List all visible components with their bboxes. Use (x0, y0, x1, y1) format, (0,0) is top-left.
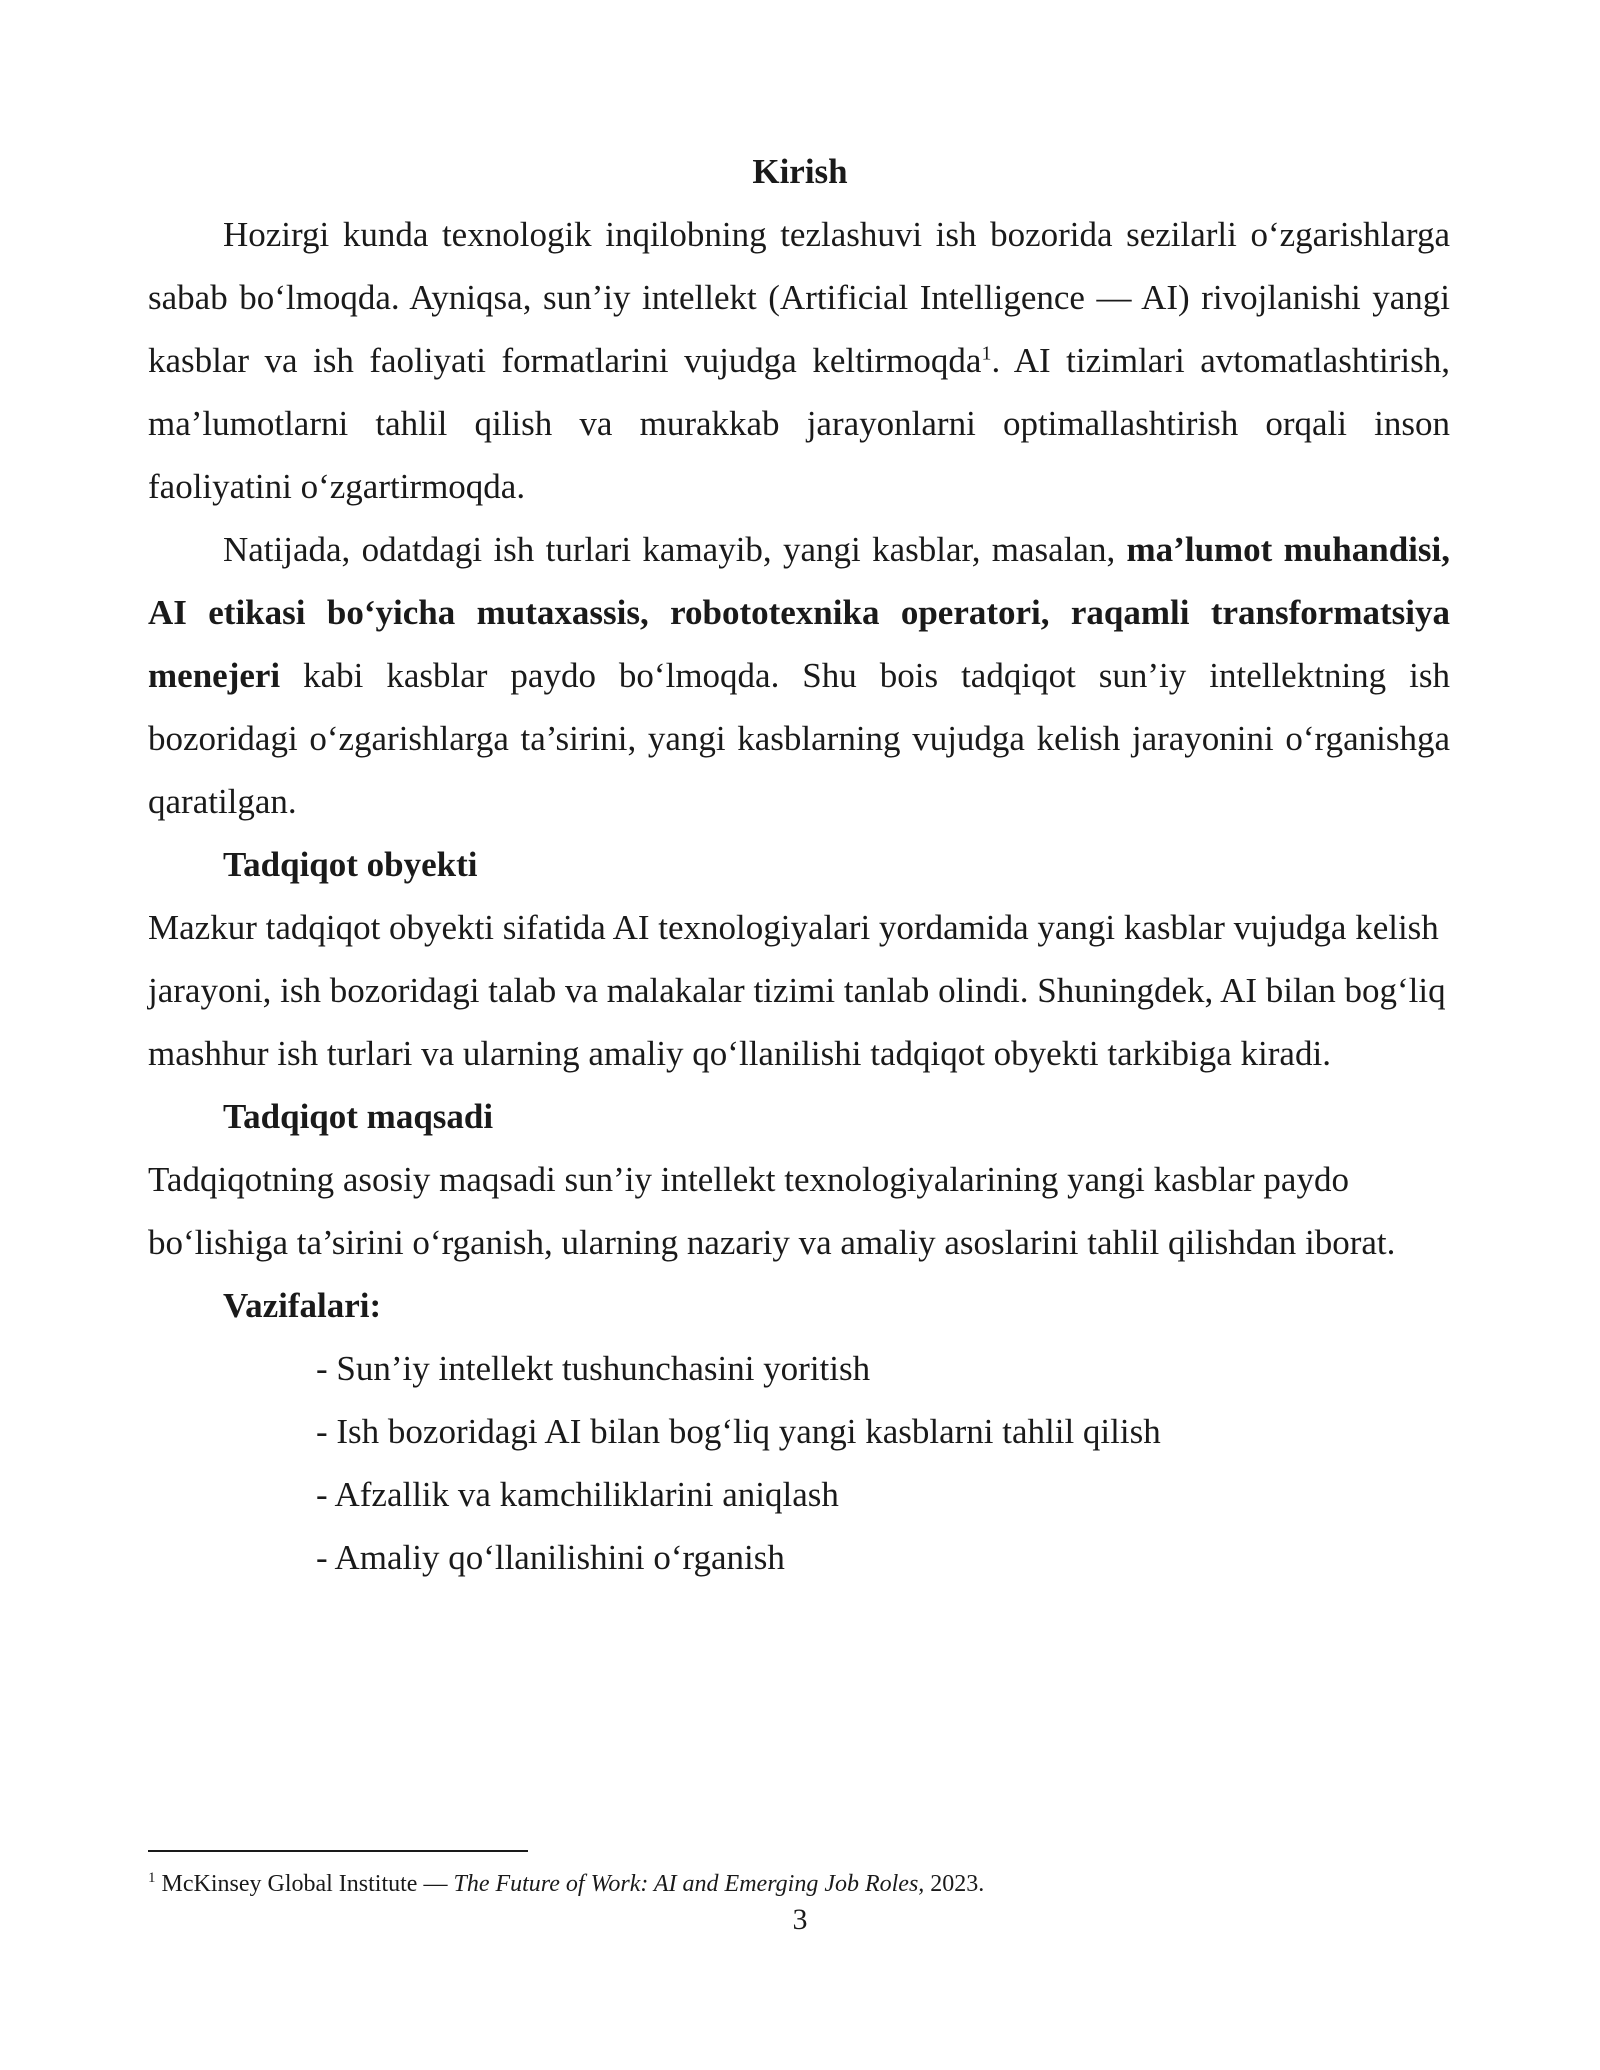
intro-paragraph-1-text-end: . AI tizimlari avtomatlashtirish, ma’lumotlarni tahlil qilish va murakkab jarayonlarni optimallashtirish orqali inson faoliyatini o‘zgartirmoqda. (148, 341, 1451, 506)
page-number: 3 (792, 1903, 808, 1936)
goal-heading: Tadqiqot maqsadi (223, 1097, 494, 1136)
task-item: - Amaliy qo‘llanilishini o‘rganish (316, 1538, 785, 1577)
object-heading: Tadqiqot obyekti (223, 845, 478, 884)
tasks-heading: Vazifalari: (223, 1286, 382, 1325)
object-paragraph: Mazkur tadqiqot obyekti sifatida AI texnologiyalari yordamida yangi kasblar vujudga kelish jarayoni, ish bozoridagi talab va malakalar tizimi tanlab olindi. Shuningdek, AI bilan bog‘liq mashhur ish turlari va ularning amaliy qo‘llanilishi tadqiqot obyekti tarkibiga kiradi. (148, 908, 1446, 1073)
footnote-separator (148, 1850, 528, 1852)
intro-paragraph-2-text: Natijada, odatdagi ish turlari kamayib, yangi kasblar, masalan, (223, 530, 1127, 569)
body-text (148, 203, 1450, 1589)
new-professions-bold: ma’lumot muhandisi, AI etikasi bo‘yicha mutaxassis, robototexnika operatori, raqamli transformatsiya menejeri (148, 530, 1450, 695)
intro-paragraph-2 (148, 518, 1450, 833)
task-item: - Afzallik va kamchiliklarini aniqlash (316, 1475, 839, 1514)
task-item: - Ish bozoridagi AI bilan bog‘liq yangi kasblarni tahlil qilish (316, 1412, 1161, 1451)
footnote (148, 1868, 1450, 1900)
footnote-year: 2023. (924, 1871, 985, 1897)
tasks-list (148, 1337, 1450, 1589)
section-title: Kirish (752, 152, 848, 191)
intro-paragraph-1-text: Hozirgi kunda texnologik inqilobning tezlashuvi ish bozorida sezilarli o‘zgarishlarga sabab bo‘lmoqda. Ayniqsa, sun’iy intellekt (Artificial Intelligence — AI) rivojlanishi yangi kasblar va ish faoliyati formatlarini vujudga keltirmoqda (148, 215, 1450, 380)
intro-paragraph-1 (148, 203, 1450, 518)
task-item: - Sun’iy intellekt tushunchasini yoritish (316, 1349, 871, 1388)
goal-paragraph: Tadqiqotning asosiy maqsadi sun’iy intellekt texnologiyalarining yangi kasblar paydo bo‘lishiga ta’sirini o‘rganish, ularning nazariy va amaliy asoslarini tahlil qilishdan iborat. (148, 1160, 1396, 1262)
footnote-source: McKinsey Global Institute — (155, 1871, 454, 1897)
footnote-title: The Future of Work: AI and Emerging Job Roles, (453, 1871, 925, 1897)
footnote-mark: 1 (148, 1870, 156, 1886)
intro-paragraph-2-text-end: kabi kasblar paydo bo‘lmoqda. Shu bois tadqiqot sun’iy intellektning ish bozoridagi o‘zgarishlarga ta’sirini, yangi kasblarning vujudga kelish jarayonini o‘rganishga qaratilgan. (148, 656, 1450, 821)
footnote-reference[interactable]: 1 (981, 342, 992, 365)
